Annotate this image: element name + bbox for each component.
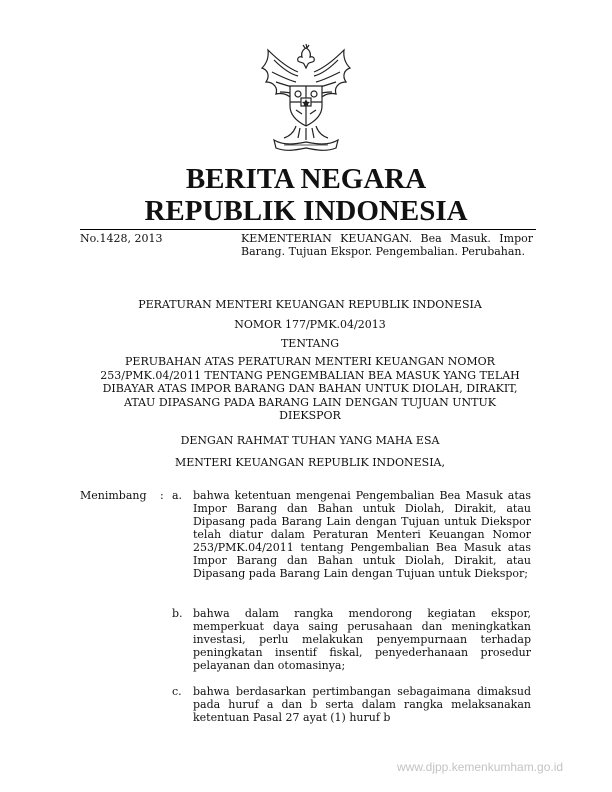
regulation-title: PERATURAN MENTERI KEUANGAN REPUBLIK INDONESIA bbox=[138, 298, 482, 311]
masthead-line-2: REPUBLIK INDONESIA bbox=[144, 195, 468, 227]
regulation-subject-line: DIBAYAR ATAS IMPOR BARANG DAN BAHAN UNTUK DIOLAH, DIRAKIT, bbox=[102, 382, 518, 395]
menimbang-item-text: bahwa dalam rangka mendorong kegiatan ekspor, memperkuat daya saing perusahaan dan meningkatkan investasi, perlu melakukan penyempurnaan terhadap peningkatan insentif fiskal, penyederhanaan prosedur pelayanan dan otomasinya; bbox=[193, 607, 531, 672]
footer-url[interactable]: www.djpp.kemenkumham.go.id bbox=[397, 760, 564, 774]
regulation-number: NOMOR 177/PMK.04/2013 bbox=[234, 318, 386, 331]
menimbang-item-letter: a. bbox=[172, 489, 183, 502]
masthead-line-1: BERITA NEGARA bbox=[185, 163, 427, 195]
regulation-subject-line: 253/PMK.04/2011 TENTANG PENGEMBALIAN BEA MASUK YANG TELAH bbox=[100, 368, 520, 382]
issue-subject: KEMENTERIAN KEUANGAN. Bea Masuk. Impor Barang. Tujuan Ekspor. Pengembalian. Perubahan. bbox=[241, 232, 533, 258]
menimbang-colon: : bbox=[160, 489, 164, 502]
garuda-emblem-icon bbox=[254, 42, 358, 154]
masthead-rule bbox=[80, 229, 536, 230]
menimbang-item-letter: c. bbox=[172, 685, 182, 698]
regulation-tentang: TENTANG bbox=[280, 337, 340, 350]
issue-number: No.1428, 2013 bbox=[80, 232, 163, 245]
regulation-issuer: MENTERI KEUANGAN REPUBLIK INDONESIA, bbox=[174, 456, 446, 469]
regulation-subject-line: DIEKSPOR bbox=[279, 409, 341, 422]
menimbang-label: Menimbang bbox=[80, 489, 147, 502]
regulation-invocation: DENGAN RAHMAT TUHAN YANG MAHA ESA bbox=[180, 434, 440, 447]
menimbang-item-text: bahwa berdasarkan pertimbangan sebagaimana dimaksud pada huruf a dan b serta dalam rangka melaksanakan ketentuan Pasal 27 ayat (1) huruf b bbox=[193, 685, 531, 724]
regulation-subject-line: PERUBAHAN ATAS PERATURAN MENTERI KEUANGAN NOMOR bbox=[125, 355, 495, 368]
menimbang-item-text: bahwa ketentuan mengenai Pengembalian Bea Masuk atas Impor Barang dan Bahan untuk Diolah, Dirakit, atau Dipasang pada Barang Lain dengan Tujuan untuk Diekspor telah diatur dalam Peraturan Menteri Keuangan Nomor 253/PMK.04/2011 tentang Pengembalian Bea Masuk atas Impor Barang dan Bahan untuk Diolah, Dirakit, atau Dipasang pada Barang Lain dengan Tujuan untuk Diekspor; bbox=[193, 489, 531, 580]
regulation-subject-line: ATAU DIPASANG PADA BARANG LAIN DENGAN TUJUAN UNTUK bbox=[124, 395, 496, 409]
menimbang-item-letter: b. bbox=[172, 607, 183, 620]
